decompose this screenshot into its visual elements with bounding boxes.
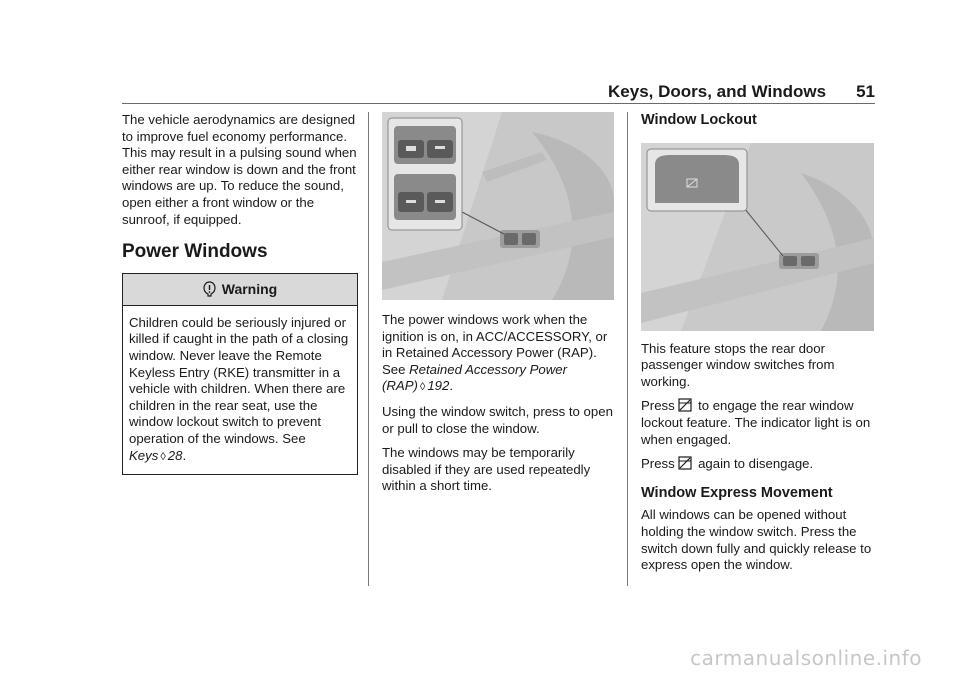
watermark: carmanualsonline.info: [690, 646, 922, 670]
power-windows-heading: Power Windows: [122, 241, 268, 263]
keys-link[interactable]: Keys: [129, 447, 159, 463]
window-express-heading: Window Express Movement: [641, 484, 833, 501]
warning-icon: [203, 281, 216, 297]
window-lockout-icon: [678, 398, 692, 412]
column-divider-2: [627, 112, 628, 586]
header-rule: [122, 103, 875, 104]
column-2: [382, 112, 618, 503]
column-1: [122, 112, 358, 475]
section-title: Keys, Doors, and Windows: [608, 82, 827, 101]
lockout-engage-paragraph: Press to engage the rear window lockout feature. The indicator light is on when engaged.: [641, 398, 871, 447]
window-lockout-heading: Window Lockout: [641, 112, 757, 128]
warning-text: Children could be seriously injured or killed if caught in the path of a closing window. Never leave the Remote Keyless Entry (RKE) transmitter in a vehicle with children. When there are children in the rear seat, use the window lockout switch to prevent operation of the windows. See: [129, 314, 349, 446]
rap-page-ref[interactable]: 192: [427, 378, 450, 394]
temporarily-disabled-paragraph: The windows may be temporarily disabled if they are used repeatedly within a short time.: [382, 445, 591, 494]
keys-page-ref[interactable]: 28: [167, 447, 183, 463]
warning-body: Children could be seriously injured or killed if caught in the path of a closing window. Never leave the Remote Keyless Entry (RKE) transmitter in a vehicle with children. When there are children in the rear seat, use the window lockout switch to prevent operation of the windows. See Keys ◊ 28.: [129, 314, 349, 463]
column-divider-1: [368, 112, 369, 586]
window-switch-illustration: [382, 112, 614, 300]
page-ref-icon: ◊: [160, 450, 166, 463]
rap-link[interactable]: Retained Accessory Power (RAP): [382, 361, 567, 394]
page-header: [608, 82, 875, 102]
window-lockout-illustration: [641, 143, 874, 331]
warning-title: Warning: [221, 280, 278, 297]
window-lockout-icon: [678, 456, 692, 470]
page-ref-icon: ◊: [419, 381, 426, 394]
lockout-disengage-paragraph: Press again to disengage.: [641, 456, 814, 472]
lockout-description: This feature stops the rear door passenger window switches from working.: [641, 340, 835, 389]
column-3: [641, 112, 877, 582]
warning-header: [123, 274, 357, 306]
express-movement-paragraph: All windows can be opened without holding the window switch. Press the switch down fully and quickly release to express open the window.: [641, 507, 872, 573]
warning-box: [122, 273, 358, 475]
power-windows-paragraph: The power windows work when the ignition is on, in ACC/ACCESSORY, or in Retained Accessory Power (RAP). See Retained Accessory Power (RAP) ◊ 192.: [382, 312, 608, 394]
page-number: 51: [856, 82, 875, 101]
window-switch-paragraph: Using the window switch, press to open or pull to close the window.: [382, 403, 613, 436]
aerodynamics-paragraph: The vehicle aerodynamics are designed to improve fuel economy performance. This may result in a pulsing sound when either rear window is down and the front windows are up. To reduce the sound, open either a front window or the sunroof, if equipped.: [122, 112, 357, 227]
